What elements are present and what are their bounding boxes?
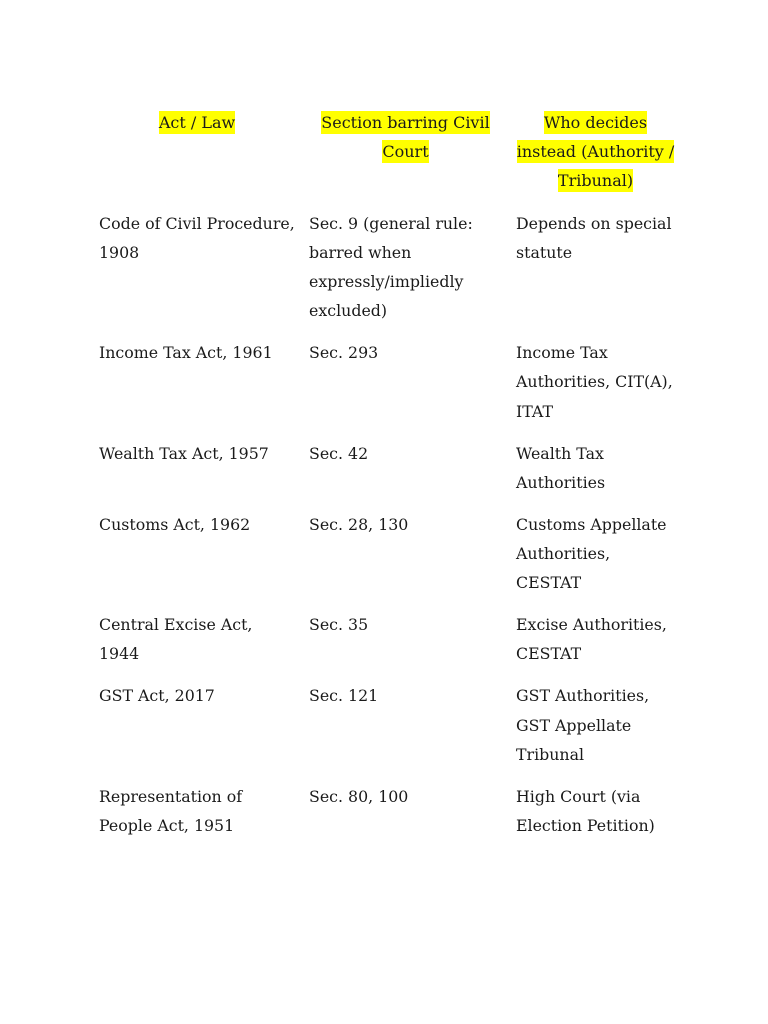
cell-authority: High Court (via Election Petition) (516, 786, 655, 836)
cell-authority: GST Authorities, GST Appellate Tribunal (516, 686, 650, 764)
cell-section: Sec. 35 (309, 615, 369, 635)
table-body (92, 209, 682, 853)
cell-act: Customs Act, 1962 (99, 514, 251, 534)
cell-section: Sec. 42 (309, 443, 369, 463)
cell-authority: Customs Appellate Authorities, CESTAT (516, 514, 667, 593)
cell-section: Sec. 80, 100 (309, 786, 409, 806)
civil-court-bar-table (92, 108, 682, 853)
cell-authority: Depends on special statute (516, 213, 672, 262)
table-row (92, 681, 682, 781)
cell-act: GST Act, 2017 (99, 686, 215, 706)
cell-act: Wealth Tax Act, 1957 (99, 443, 269, 463)
header-who-decides: Who decides instead (Authority / Tribunal) (516, 113, 675, 191)
cell-section: Sec. 293 (309, 343, 379, 363)
cell-section: Sec. 28, 130 (309, 514, 409, 534)
cell-authority: Excise Authorities, CESTAT (516, 615, 667, 664)
table-row (92, 510, 682, 610)
table-row (92, 610, 682, 681)
table-row (92, 782, 682, 853)
cell-section: Sec. 121 (309, 686, 379, 706)
table-header (92, 108, 682, 209)
cell-act: Representation of People Act, 1951 (99, 786, 243, 836)
table-row (92, 338, 682, 438)
header-row (92, 108, 682, 209)
cell-act: Central Excise Act, 1944 (99, 615, 253, 664)
table-row (92, 439, 682, 510)
header-act-law: Act / Law (158, 113, 236, 132)
cell-act: Income Tax Act, 1961 (99, 343, 273, 363)
cell-authority: Income Tax Authorities, CIT(A), ITAT (516, 343, 673, 421)
header-section-barring: Section barring Civil Court (321, 113, 490, 162)
cell-authority: Wealth Tax Authorities (516, 443, 606, 492)
table-row (92, 209, 682, 339)
cell-section: Sec. 9 (general rule: barred when expressly/impliedly excluded) (309, 213, 473, 321)
cell-act: Code of Civil Procedure, 1908 (99, 213, 295, 262)
